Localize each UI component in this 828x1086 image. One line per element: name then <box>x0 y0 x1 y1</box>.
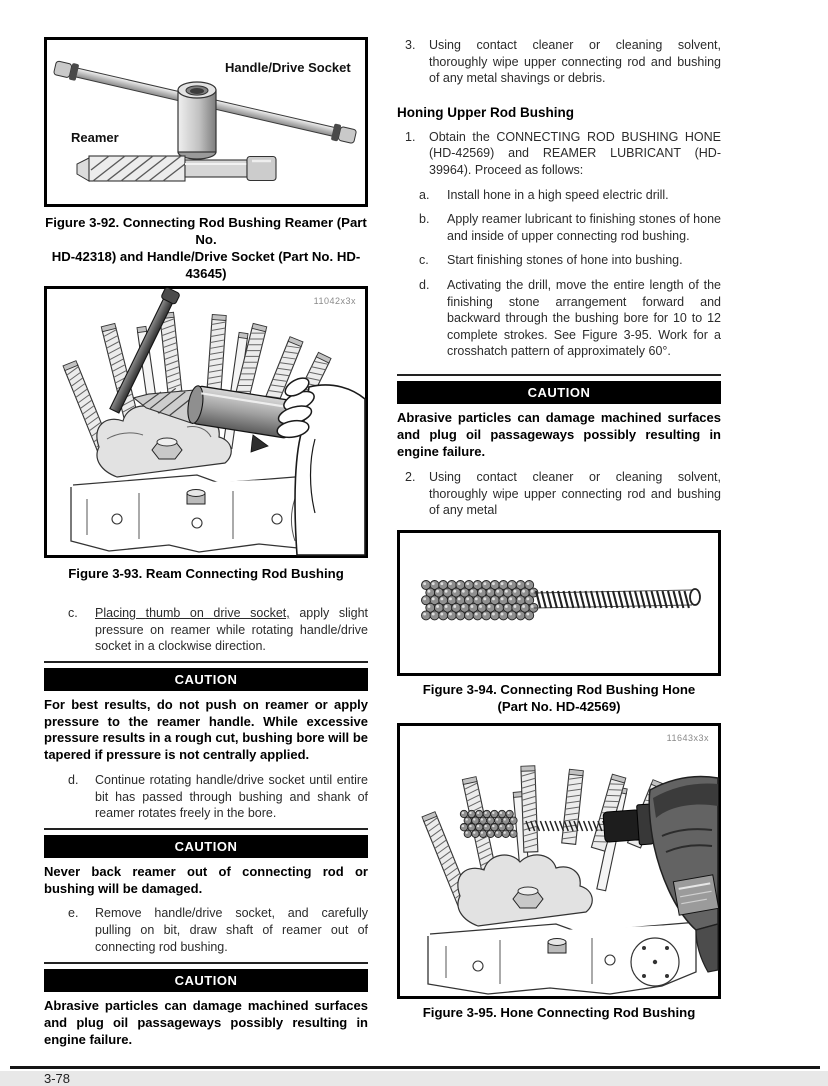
section-heading: Honing Upper Rod Bushing <box>397 104 574 120</box>
caution-header: CAUTION <box>397 381 721 404</box>
substep-b-text: Apply reamer lubricant to finishing stones of hone and inside of upper connecting rod bushing. <box>447 212 721 243</box>
substep-b <box>397 211 721 244</box>
caution-rule <box>397 374 721 376</box>
substep-c-marker: c. <box>419 253 429 268</box>
caution-text: Abrasive particles can damage machined surfaces and plug oil passageways possibly resulting in engine failure. <box>397 409 721 459</box>
figure-3-95-art-code: 11643x3x <box>666 733 709 744</box>
caution-text: For best results, do not push on reamer or apply pressure to the reamer handle. While excessive pressure results in a rough cut, bushing bore will be tapered if pressure is not centrally applied. <box>44 696 368 763</box>
caution-text: Abrasive particles can damage machined surfaces and plug oil passageways possibly resulting in engine failure. <box>44 998 368 1047</box>
left-column <box>44 0 368 1086</box>
substep-d-text: Activating the drill, move the entire length of the finishing stone arrangement forward and backward through the bushing bore for 10 to 12 complete strokes. See Figure 3-95. Work for a crosshatch pattern of approximately 60°. <box>447 277 721 359</box>
figure-3-94-caption: Figure 3-94. Connecting Rod Bushing Hone (Part No. HD-42569) <box>422 682 696 715</box>
figure-3-93-art-code: 11042x3x <box>313 296 356 306</box>
figure-3-93-frame <box>44 286 368 558</box>
ream-connecting-rod-bushing-illustration <box>47 289 365 555</box>
caution-block-right <box>397 374 721 460</box>
step-3-marker: 3. <box>405 38 416 52</box>
caution-header: CAUTION <box>44 668 368 691</box>
step-d <box>44 772 368 822</box>
figure-3-93-caption: Figure 3-93. Ream Connecting Rod Bushing <box>68 566 344 581</box>
substep-b-marker: b. <box>419 212 430 227</box>
right-column <box>397 0 721 1021</box>
substep-d-marker: d. <box>419 277 430 292</box>
step-e-marker: e. <box>68 906 79 921</box>
step-1-marker: 1. <box>405 129 416 144</box>
page-number: 3-78 <box>44 1070 71 1086</box>
step-3 <box>397 37 721 87</box>
step-c-text: Placing thumb on drive socket, apply slight pressure on reamer while rotating handle/drive socket in a clockwise direction. <box>95 606 368 654</box>
step-2-marker: 2. <box>405 470 416 485</box>
substep-c-text: Start finishing stones of hone into bushing. <box>447 253 683 268</box>
step-2-text: Using contact cleaner or cleaning solvent, thoroughly wipe upper connecting rod and bushing of any metal <box>429 470 721 518</box>
step-1 <box>397 129 721 179</box>
caution-header: CAUTION <box>44 835 368 858</box>
figure-3-92-frame <box>44 37 368 207</box>
caution-header: CAUTION <box>44 969 368 992</box>
substep-a <box>397 187 721 204</box>
step-e-text: Remove handle/drive socket, and carefully pulling on bit, draw shaft of reamer out of connecting rod bushing. <box>95 906 368 954</box>
step-2 <box>397 469 721 519</box>
bushing-hone-illustration <box>400 533 718 673</box>
step-3-text: Using contact cleaner or cleaning solvent, thoroughly wipe upper connecting rod and bushing of any metal shavings or debris. <box>429 38 721 86</box>
step-d-text: Continue rotating handle/drive socket until entire bit has passed through bushing and shank of reamer rotates freely in the bore. <box>95 772 368 821</box>
substep-a-marker: a. <box>419 187 430 202</box>
caution-rule <box>44 962 368 964</box>
step-d-marker: d. <box>68 772 79 787</box>
step-1-text: Obtain the CONNECTING ROD BUSHING HONE (HD-42569) and REAMER LUBRICANT (HD-39964). Proceed as follows: <box>429 129 721 177</box>
substep-a-text: Install hone in a high speed electric drill. <box>447 187 669 202</box>
caution-text: Never back reamer out of connecting rod or bushing will be damaged. <box>44 863 368 896</box>
substep-d <box>397 277 721 360</box>
hone-connecting-rod-bushing-illustration <box>400 726 718 996</box>
caution-block-1 <box>44 661 368 764</box>
caution-block-2 <box>44 828 368 898</box>
scan-edge-artifact <box>10 1066 820 1069</box>
figure-3-94-frame <box>397 530 721 676</box>
step-e <box>44 905 368 955</box>
caution-rule <box>44 828 368 830</box>
reamer-label: Reamer <box>71 130 119 145</box>
caution-rule <box>44 661 368 663</box>
step-c-marker: c. <box>68 606 78 620</box>
figure-3-95-caption: Figure 3-95. Hone Connecting Rod Bushing <box>422 1005 696 1021</box>
caution-block-3 <box>44 962 368 1048</box>
substep-c <box>397 252 721 269</box>
handle-drive-socket-label: Handle/Drive Socket <box>225 60 351 75</box>
figure-3-92-caption: Figure 3-92. Connecting Rod Bushing Reamer (Part No. HD-42318) and Handle/Drive Socket (Part No. HD-43645) <box>45 215 367 281</box>
step-c <box>44 605 368 655</box>
figure-3-95-frame <box>397 723 721 999</box>
